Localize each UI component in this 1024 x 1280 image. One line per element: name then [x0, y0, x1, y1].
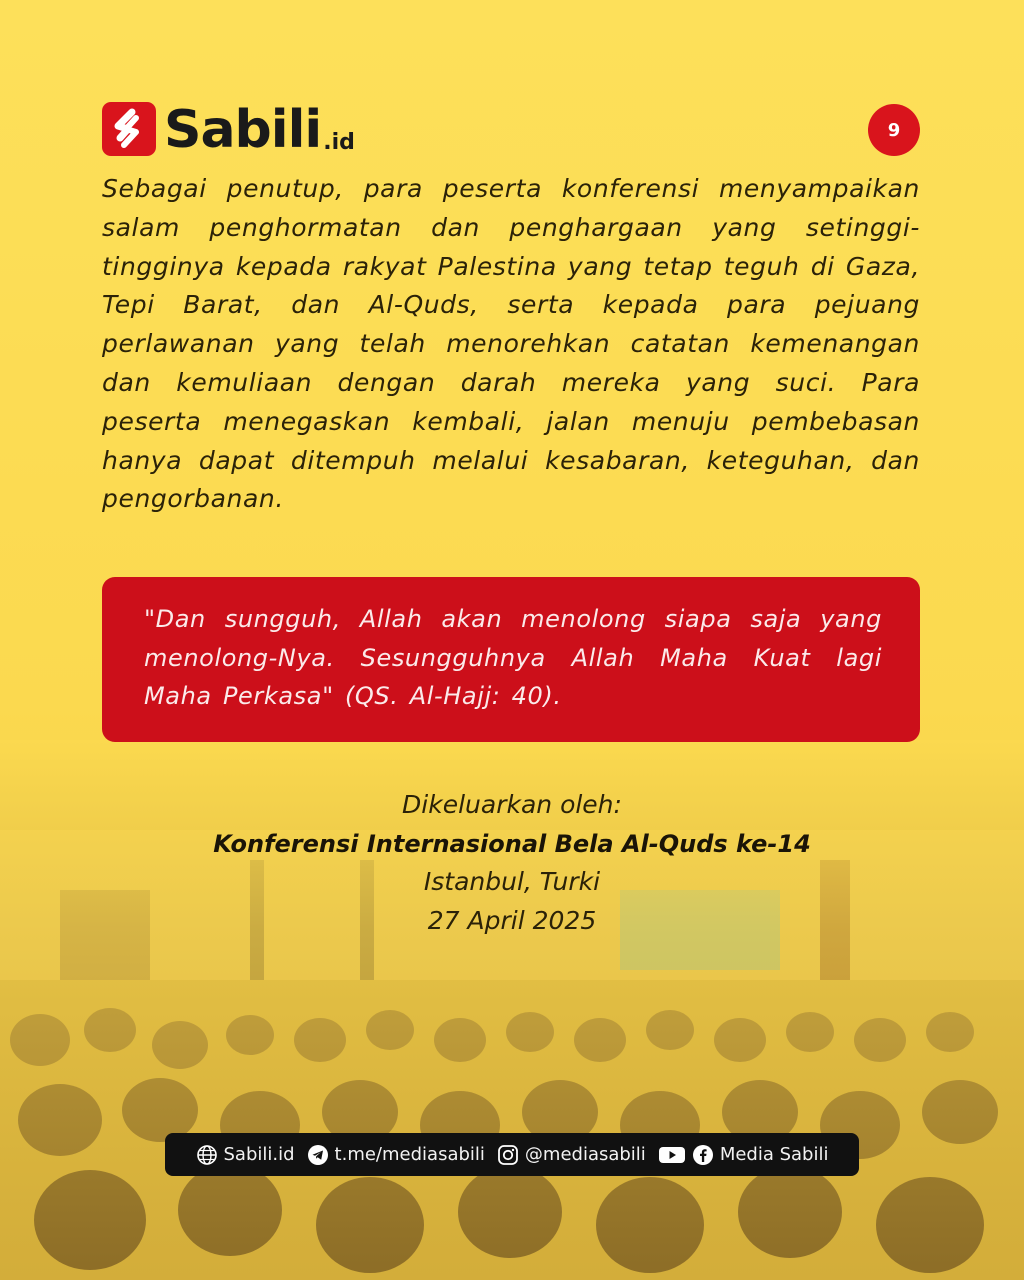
youtube-icon [658, 1144, 686, 1166]
closing-paragraph: Sebagai penutup, para peserta konferensi menyampaikan salam penghormatan dan penghargaan yang setinggi-tingginya kepada rakyat Palestina yang tetap teguh di Gaza, Tepi Barat, dan Al-Quds, serta kepada para pejuang perlawanan yang telah menorehkan catatan kemenangan dan kemuliaan dengan darah mereka yang suci. Para peserta menegaskan kembali, jalan menuju pembebasan hanya dapat ditempuh melalui kesabaran, keteguhan, dan pengorbanan. [102, 174, 920, 514]
issuer-label: Dikeluarkan oleh: [402, 790, 622, 819]
page-number-badge: 9 [868, 104, 920, 156]
footer-website[interactable] [196, 1144, 295, 1166]
telegram-icon [307, 1144, 329, 1166]
social-footer [165, 1133, 859, 1176]
quran-quote: "Dan sungguh, Allah akan menolong siapa saja yang menolong-Nya. Sesungguhnya Allah Maha Kuat lagi Maha Perkasa" (QS. Al-Hajj: 40). [144, 605, 882, 710]
logo-wordmark: Sabili [164, 100, 322, 160]
instagram-icon [497, 1144, 519, 1166]
footer-telegram-label: t.me/mediasabili [334, 1144, 485, 1165]
sabili-s-logo-icon [102, 102, 156, 156]
footer-youtube-facebook[interactable] [658, 1144, 829, 1166]
footer-instagram[interactable] [497, 1144, 646, 1166]
issuer-location: Istanbul, Turki [423, 867, 601, 897]
quote-box [102, 577, 920, 742]
issuer-organization: Konferensi Internasional Bela Al-Quds ke-14 [213, 829, 811, 858]
footer-instagram-label: @mediasabili [524, 1144, 646, 1165]
footer-website-label: Sabili.id [223, 1144, 295, 1165]
footer-media-label: Media Sabili [719, 1144, 829, 1165]
footer-telegram[interactable] [307, 1144, 485, 1166]
issuer-block [0, 786, 1024, 940]
sabili-logo [102, 100, 355, 160]
facebook-icon [692, 1144, 714, 1166]
logo-tld: .id [323, 130, 355, 155]
globe-icon [196, 1144, 218, 1166]
issuer-date: 27 April 2025 [427, 905, 597, 935]
